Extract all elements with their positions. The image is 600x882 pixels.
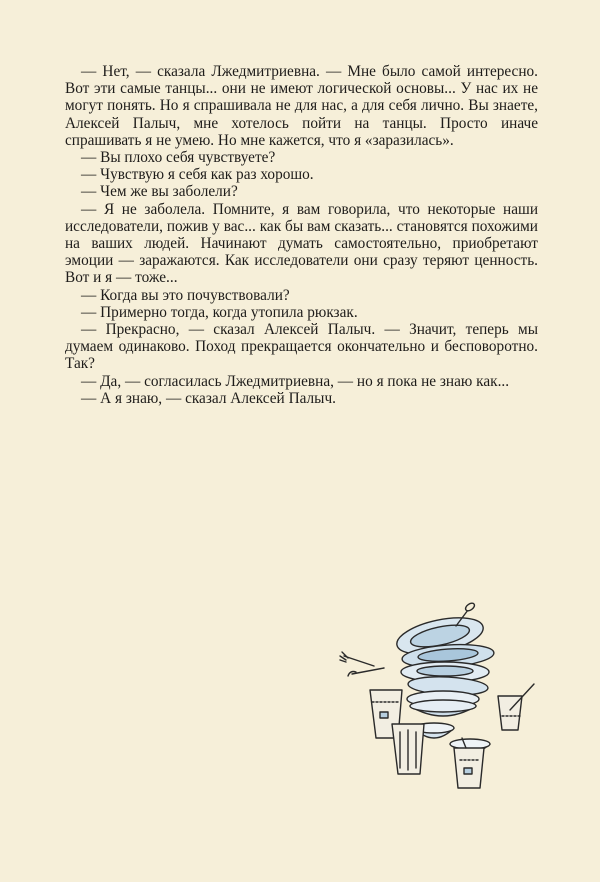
paragraph: — Я не заболела. Помните, я вам говорила, что некоторые наши исследователи, пожив у вас... как бы вам сказать... становятся похожими на ваших людей. Начинают думать самостоятельно, приобретают эмоции — заражаются. Как исследователи они сразу теряют ценность. Вот и я — тоже... <box>65 200 538 287</box>
dialogue-text <box>65 63 538 407</box>
paragraph: — Когда вы это почувствовали? <box>81 286 290 304</box>
dishes-stack-illustration <box>330 598 560 798</box>
paragraph: — Чем же вы заболели? <box>81 183 238 201</box>
paragraph: — А я знаю, — сказал Алексей Палыч. <box>81 389 336 407</box>
paragraph: — Нет, — сказала Лжедмитриевна. — Мне было самой интересно. Вот эти самые танцы... они не имеют логической основы... У нас их не могут понять. Но я спрашивала не для нас, а для себя лично. Вы знаете, Алексей Палыч, мне хотелось пойти на танцы. Просто иначе спрашивать я не умею. Но мне кажется, что я «заразилась». <box>65 63 538 149</box>
paragraph: — Вы плохо себя чувствуете? <box>81 149 276 167</box>
dishes-drawing <box>330 598 560 798</box>
paragraph: — Примерно тогда, когда утопила рюкзак. <box>81 303 358 321</box>
paragraph: — Чувствую я себя как раз хорошо. <box>81 166 314 184</box>
paragraph: — Да, — согласилась Лжедмитриевна, — но я пока не знаю как... <box>81 372 510 390</box>
paragraph: — Прекрасно, — сказал Алексей Палыч. — Значит, теперь мы думаем одинаково. Поход прекращается окончательно и бесповоротно. Так? <box>65 321 538 373</box>
